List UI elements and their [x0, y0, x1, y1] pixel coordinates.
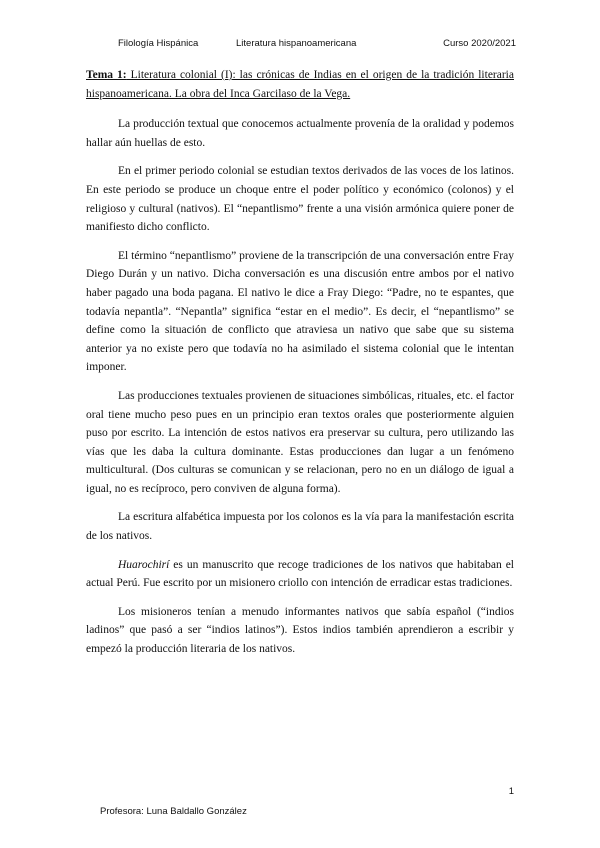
header-subject: Filología Hispánica	[118, 38, 199, 49]
topic-text: Literatura colonial (I): las crónicas de Indias en el origen de la tradición literaria hispanoamericana. La obra del Inca Garcilaso de la Vega.	[86, 69, 514, 100]
paragraph-2: En el primer periodo colonial se estudian textos derivados de las voces de los latinos. En este periodo se produce un choque entre el poder político y económico (colonos) y el religioso y cultural (nativos). El “nepantlismo” frente a una visión armónica quiere poner de manifiesto dicho conflicto.	[86, 165, 514, 234]
paragraph-7: Los misioneros tenían a menudo informantes nativos que sabía español (“indios ladinos” que pasó a ser “indios latinos”). Estos indios también aprendieron a escribir y empezó la producción literaria de los nativos.	[86, 605, 514, 656]
header-course-title: Literatura hispanoamericana	[236, 38, 357, 49]
manuscript-title: Huarochirí	[118, 558, 170, 571]
paragraph-1: La producción textual que conocemos actualmente provenía de la oralidad y podemos hallar aún huellas de esto.	[86, 118, 514, 149]
paragraph-6-text: es un manuscrito que recoge tradiciones de los nativos que habitaban el actual Perú. Fue escrito por un misionero criollo con intención de erradicar estas tradiciones.	[86, 558, 514, 590]
topic-title	[86, 66, 514, 103]
page-number: 1	[508, 786, 514, 797]
footer-author: Profesora: Luna Baldallo González	[100, 806, 247, 817]
header-academic-year: Curso 2020/2021	[443, 38, 516, 49]
document-body	[86, 66, 514, 669]
paragraph-6	[86, 556, 514, 593]
paragraph-3: El término “nepantlismo” proviene de la transcripción de una conversación entre Fray Diego Durán y un nativo. Dicha conversación es una discusión entre ambos por el nativo haber pagado una boda pagana. El nativo le dice a Fray Diego: “Padre, no te espantes, que todavía nepantla”. “Nepantla” significa “estar en el medio”. Es decir, el “nepantlismo” se define como la situación de conflicto que atraviesa un nativo que sabe que su sistema anterior ya no existe pero que todavía no ha asimilado el sistema colonial que le intentan imponer.	[86, 249, 514, 374]
paragraph-5: La escritura alfabética impuesta por los colonos es la vía para la manifestación escrita de los nativos.	[86, 511, 514, 543]
topic-label: Tema 1:	[86, 69, 127, 81]
paragraph-4: Las producciones textuales provienen de situaciones simbólicas, rituales, etc. el factor oral tiene mucho peso pues en un principio eran textos orales que posteriormente alguien puso por escrito. La intención de estos nativos era preservar su cultura, pero utilizando las vías que les daba la cultura dominante. Estas producciones dan lugar a un fenómeno multicultural. (Dos culturas se comunican y se relacionan, pero no en un diálogo de igual a igual, no es recíproco, pero conviven de alguna forma).	[86, 389, 514, 495]
